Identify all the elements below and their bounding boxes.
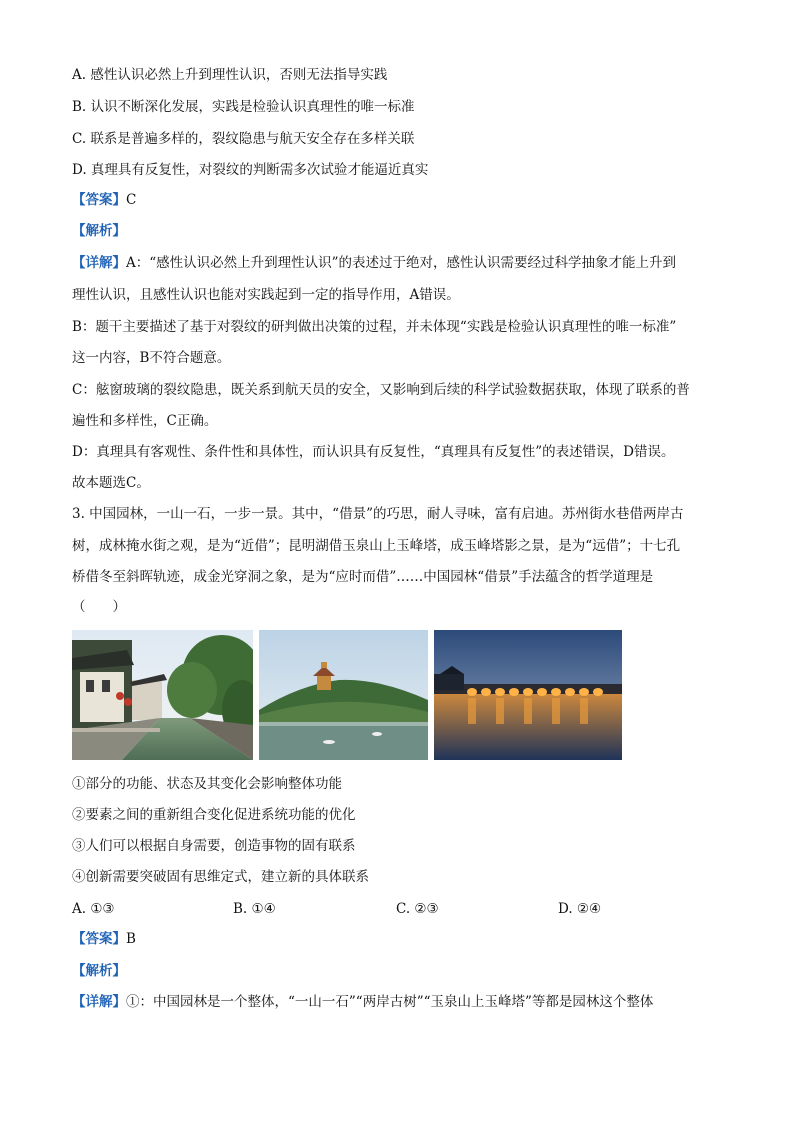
- detail-line-6: 遍性和多样性，C正确。: [72, 413, 218, 429]
- q3-stem-1: 3. 中国园林，一山一石，一步一景。其中，“借景”的巧思，耐人寻味，富有启迪。苏州街水巷借两岸古: [72, 506, 684, 522]
- detail-line-4: 这一内容，B不符合题意。: [72, 350, 231, 366]
- photo-suzhou-canal: [72, 630, 253, 760]
- detail-line-7: D：真理具有客观性、条件性和具体性，而认识具有反复性，“真理具有反复性”的表述错误，D错误。: [72, 444, 675, 460]
- option-c: C. 联系是普遍多样的，裂纹隐患与航天安全存在多样关联: [72, 131, 415, 147]
- choice-a: A. ①③: [72, 901, 115, 917]
- q3-detail-line-1: 【详解】①：中国园林是一个整体，“一山一石”“两岸古树”“玉泉山上玉峰塔”等都是园林这个整体: [72, 994, 654, 1010]
- photo-kunming-lake: [259, 630, 428, 760]
- q3-answer-label: 【答案】: [72, 931, 126, 947]
- answer-row: [72, 191, 136, 209]
- option-d: D. 真理具有反复性，对裂纹的判断需多次试验才能逼近真实: [72, 162, 429, 178]
- photo-seventeen-arch-bridge: [434, 630, 622, 760]
- option-b: B. 认识不断深化发展，实践是检验认识真理性的唯一标准: [72, 99, 415, 115]
- detail-line-2: 理性认识，且感性认识也能对实践起到一定的指导作用，A错误。: [72, 287, 460, 303]
- detail-line-3: B：题干主要描述了基于对裂纹的研判做出决策的过程，并未体现“实践是检验认识真理性的唯一标准”: [72, 319, 677, 335]
- statement-3: ③人们可以根据自身需要，创造事物的固有联系: [72, 838, 356, 854]
- statement-4: ④创新需要突破固有思维定式，建立新的具体联系: [72, 869, 369, 885]
- answer-label: 【答案】: [72, 192, 126, 208]
- option-a: A. 感性认识必然上升到理性认识，否则无法指导实践: [72, 67, 388, 83]
- q3-stem-4: （ ）: [72, 599, 126, 615]
- q3-answer-row: [72, 930, 136, 948]
- q3-detail-label: 【详解】: [72, 994, 126, 1010]
- detail-line-5: C：舷窗玻璃的裂纹隐患，既关系到航天员的安全，又影响到后续的科学试验数据获取，体现了联系的普: [72, 382, 690, 398]
- answer-value: C: [126, 192, 137, 208]
- detail-label: 【详解】: [72, 255, 126, 271]
- choice-d: D. ②④: [558, 901, 602, 917]
- statement-2: ②要素之间的重新组合变化促进系统功能的优化: [72, 807, 356, 823]
- detail-line-1: 【详解】A：“感性认识必然上升到理性认识”的表述过于绝对，感性认识需要经过科学抽象才能上升到: [72, 255, 677, 271]
- detail-line-8: 故本题选C。: [72, 475, 150, 491]
- statement-1: ①部分的功能、状态及其变化会影响整体功能: [72, 776, 342, 792]
- choice-c: C. ②③: [396, 901, 439, 917]
- analysis-label: 【解析】: [72, 223, 126, 239]
- q3-stem-2: 树，成林掩水街之观，是为“近借”；昆明湖借玉泉山上玉峰塔，成玉峰塔影之景，是为“远借”；十七孔: [72, 538, 681, 554]
- q3-analysis-label: 【解析】: [72, 963, 126, 979]
- choice-b: B. ①④: [233, 901, 276, 917]
- q3-stem-3: 桥借冬至斜晖轨迹，成金光穿洞之象，是为“应时而借”……中国园林“借景”手法蕴含的哲学道理是: [72, 569, 654, 585]
- q3-answer-value: B: [126, 931, 136, 947]
